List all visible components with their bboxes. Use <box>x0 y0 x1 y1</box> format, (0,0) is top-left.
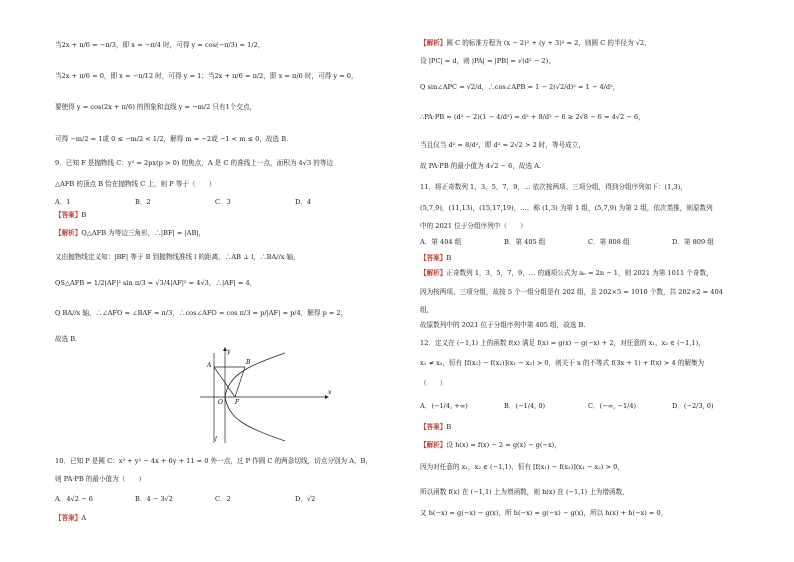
option: A．第 404 组 <box>420 238 462 246</box>
q10-stem: 则 PA·PB 的最小值为（ ） <box>55 475 146 483</box>
answer-label: 【答案】 <box>420 254 447 262</box>
answer-value: A <box>81 514 87 522</box>
option: D．第 809 组 <box>672 238 714 246</box>
option: B．2 <box>135 198 151 206</box>
option: C．(−∞, −1/4) <box>588 402 637 410</box>
text-line: 可得 −m/2 = 1或 0 ≤ −m/2 < 1/2，解得 m = −2或 −1 < m ≤ 0，故选 B. <box>55 135 289 143</box>
label-A: A <box>207 362 212 369</box>
q12-stem: （ ） <box>420 379 447 387</box>
q10-options <box>55 496 315 503</box>
analysis-label: 【解析】 <box>420 39 447 47</box>
label-B: B <box>246 359 251 366</box>
q11-stem: (5,7,9)，(11,13)，(15,17,19)，…，称 (1,3) 为第 1 组，(5,7,9) 为第 2 组，依次类推，则原数列 <box>420 204 713 212</box>
option: C．2 <box>215 495 231 503</box>
label-O: O <box>218 399 223 406</box>
q12-analysis <box>420 442 561 449</box>
text-line: 要使得 y = cos(2x + π/6) 的图象和直线 y = −m/2 只有1个交点， <box>55 103 257 111</box>
analysis-line: 又 h(−x) = g(−x) − g(x)，所 h(−x) = g(−x) − g(x)，所以 h(x) + h(−x) = 0， <box>420 509 668 517</box>
analysis-line: 所以函数 f(x) 在 (−1,1) 上为增函数，则 h(x) 在 (−1,1) 上为增函数， <box>420 488 629 496</box>
q9-stem: △AFB 的顶点 B 恰在抛物线 C 上，则 P 等于（ ） <box>55 180 216 188</box>
q9-stem: 9．已知 F 是抛物线 C：y² = 2px(p > 0) 的焦点，A 是 C 的准线上一点，面积为 4√3 的等边 <box>55 159 334 167</box>
option: C．第 808 组 <box>588 238 630 246</box>
analysis-line: 故 PA·PB 的最小值为 4√2 − 6，故选 A. <box>420 162 542 170</box>
option: D．(−2/3, 0) <box>672 402 714 410</box>
label-l: l <box>215 436 217 443</box>
parabola-figure <box>195 345 335 445</box>
analysis-line: 故选 B. <box>55 335 78 343</box>
option: B．4 − 3√2 <box>135 495 173 503</box>
analysis-label: 【解析】 <box>420 269 447 277</box>
option: D．4 <box>295 198 312 206</box>
analysis-line: 当且仅当 d² = 8/d²，即 d² = 2√2 > 2 时，等号成立， <box>420 141 585 149</box>
analysis-line: 因为按两项、三项分组，故按 5 个一组分组是有 202 组，且 202×5 = 1010 个数，共 202×2 = 404 <box>420 288 723 296</box>
option: D．√2 <box>295 495 316 503</box>
analysis-line: 圆 C 的标准方程为 (x − 2)² + (y + 3)² = 2，则圆 C 的半径为 √2， <box>446 39 651 47</box>
text-line: 当2x + π/6 = 0，即 x = −π/12 时，可得 y = 1；当2x + π/6 = π/2，即 x = π/6 时，可得 y = 0， <box>55 72 358 80</box>
analysis-line: Q BA//x 轴，∴∠AFO = ∠BAF = π/3，∴cos∠AFO = cos π/3 = p/|AF| = p/4，解得 p = 2， <box>55 309 348 317</box>
text-line: 当2x + π/6 = −π/3，即 x = −π/4 时，可得 y = cos(−π/3) = 1/2， <box>55 41 265 49</box>
q12-options <box>420 403 714 410</box>
q11-options <box>420 239 714 246</box>
answer-value: B <box>446 423 452 431</box>
option: A．4√2 − 6 <box>55 495 93 503</box>
q9-options <box>55 199 311 206</box>
analysis-label: 【解析】 <box>420 441 447 449</box>
q10-stem: 10．已知 P 是圆 C：x² + y² − 4x + 6y + 11 = 0 外一点，过 P 作圆 C 的两条切线，切点分别为 A，B， <box>55 457 372 465</box>
q11-analysis <box>420 270 713 277</box>
answer-label: 【答案】 <box>420 423 447 431</box>
label-F: F <box>235 399 240 406</box>
q10-answer <box>55 515 86 522</box>
q12-answer <box>420 424 451 431</box>
analysis-line: 正奇数列 1，3，5，7，9，… 的通项公式为 aₙ = 2n − 1，则 2021 为第 1011 个奇数， <box>446 269 713 277</box>
q11-stem: 11．将正奇数列 1，3，5，7，9，… 依次按两项、三项分组，得到分组序列如下：(1,3)， <box>420 183 687 191</box>
analysis-line: 又由抛物线定义知：|BF| 等于 B 到抛物线准线 l 的距离，∴AB ⊥ l，∴BA//x 轴， <box>55 253 300 261</box>
q9-analysis <box>55 230 205 237</box>
option: A．(−1/4, +∞) <box>420 402 468 410</box>
option: C．3 <box>215 198 231 206</box>
analysis-line: QS△AFB = 1/2|AF|² sin π/3 = √3/4|AF|² = 4√3，∴|AF| = 4， <box>55 279 257 287</box>
answer-value: B <box>81 211 87 219</box>
q10-analysis <box>420 40 651 47</box>
label-x: x <box>328 389 332 396</box>
q9-answer <box>55 212 86 219</box>
analysis-label: 【解析】 <box>55 229 82 237</box>
option: A．1 <box>55 198 71 206</box>
analysis-line: Q△AFB 为等边三角形，∴|BF| = |AB|， <box>81 229 206 237</box>
q12-stem: 12．定义在 (−1,1) 上的函数 f(x) 满足 f(x) = g(x) − g(−x) + 2，对任意的 x₁，x₂ ∈ (−1,1)， <box>420 339 705 347</box>
label-y: y <box>227 348 231 355</box>
analysis-line: 设 h(x) = f(x) − 2 = g(x) − g(−x)， <box>446 441 561 449</box>
analysis-line: 因为对任意的 x₁，x₂ ∈ (−1,1)，恒有 [f(x₁) − f(x₂)](x₁ − x₂) > 0， <box>420 463 624 471</box>
analysis-line: ∴PA·PB = (d² − 2)(1 − 4/d²) = d² + 8/d² − 6 ≥ 2√8 − 6 = 4√2 − 6， <box>420 113 645 121</box>
analysis-line: 设 |PC| = d，则 |PA| = |PB| = √(d² − 2)， <box>420 57 555 65</box>
answer-label: 【答案】 <box>55 211 82 219</box>
answer-label: 【答案】 <box>55 514 82 522</box>
analysis-line: 组， <box>420 306 434 314</box>
option: B．(−1/4, 0) <box>504 402 546 410</box>
q11-stem: 中的 2021 位于分组序列中（ ） <box>420 222 527 230</box>
option: B．第 405 组 <box>504 238 546 246</box>
q12-stem: x₁ ≠ x₂，恒有 [f(x₁) − f(x₂)](x₁ − x₂) > 0，则关于 x 的不等式 f(3x + 1) + f(x) > 4 的解集为 <box>420 359 705 367</box>
q11-answer <box>420 255 451 262</box>
answer-value: B <box>446 254 452 262</box>
analysis-line: 故原数列中的 2021 位于分组序列中第 405 组，故选 B. <box>420 321 586 329</box>
analysis-line: Q sin∠APC = √2/d，∴cos∠APB = 1 − 2(√2/d)² = 1 − 4/d²， <box>420 83 620 91</box>
